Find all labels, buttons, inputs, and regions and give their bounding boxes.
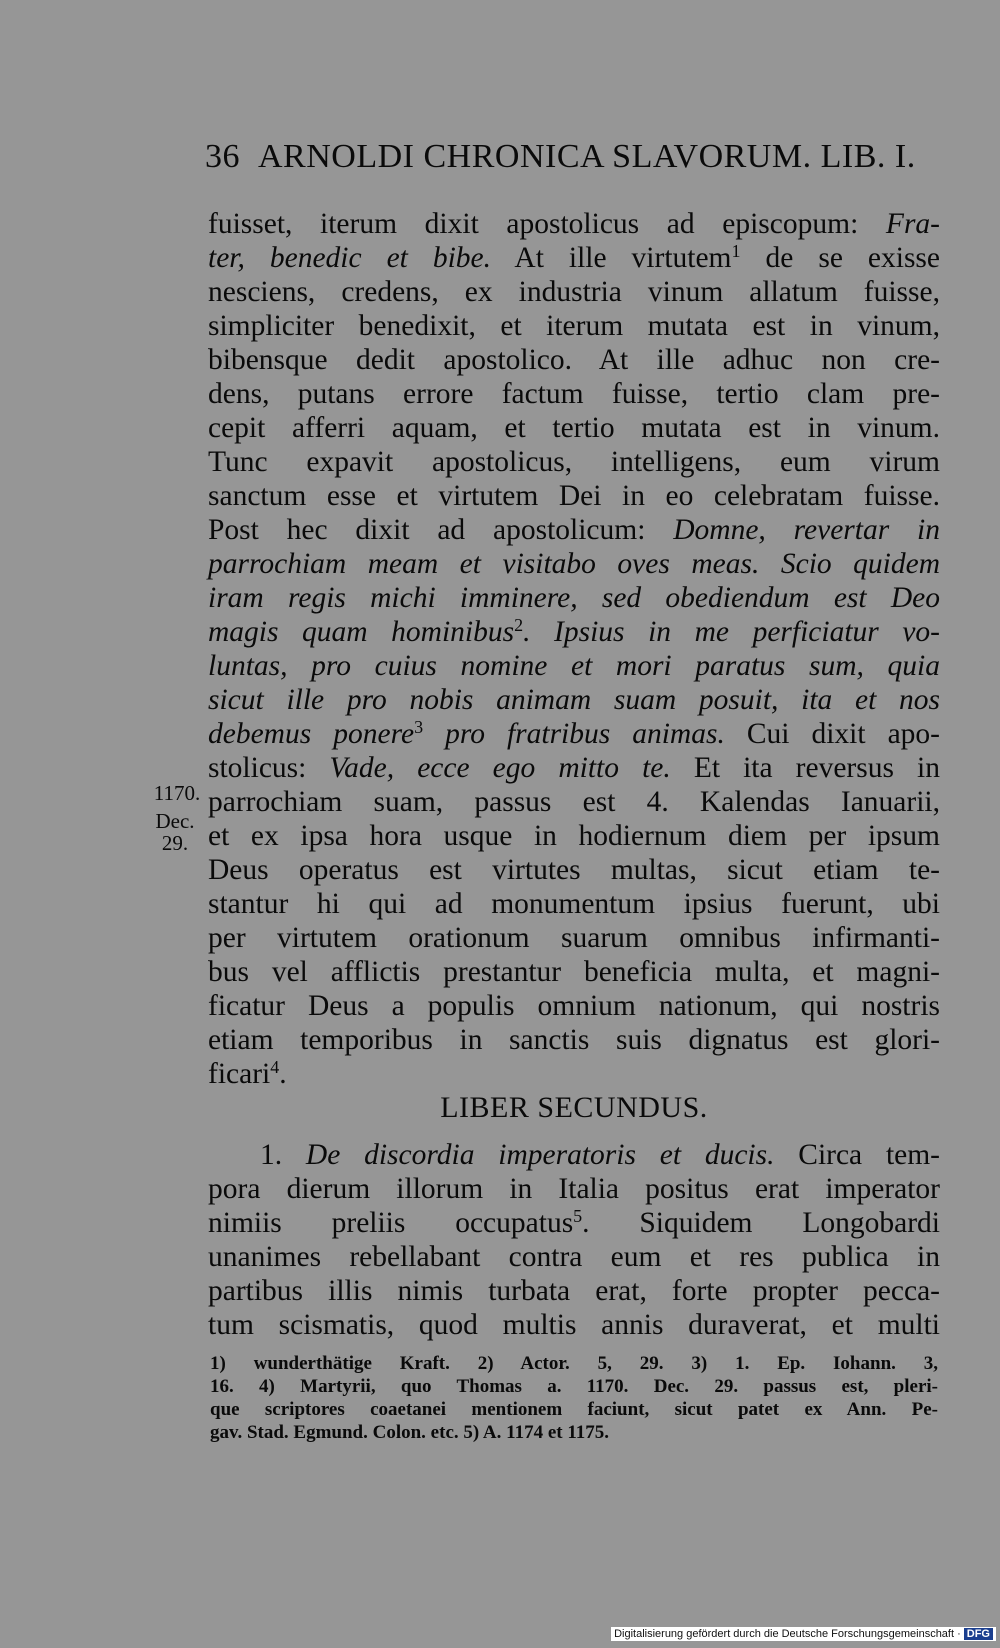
text-line: etiam temporibus in sanctis suis dignatus est glori- <box>208 1024 940 1056</box>
text-line: Deus operatus est virtutes multas, sicut etiam te- <box>208 854 940 886</box>
digitization-credit <box>611 1627 996 1641</box>
text-line: fuisset, iterum dixit apostolicus ad episcopum: Fra- <box>208 208 940 240</box>
footnote-line: 1) wunderthätige Kraft. 2) Actor. 5, 29. 3) 1. Ep. Iohann. 3, <box>210 1353 938 1374</box>
text-line: unanimes rebellabant contra eum et res publica in <box>208 1241 940 1273</box>
text-line: ter, benedic et bibe. At ille virtutem$^1$ de se exisse <box>208 241 940 274</box>
footnote-line: 16. 4) Martyrii, quo Thomas a. 1170. Dec. 29. passus est, pleri- <box>210 1376 938 1397</box>
footnote-ref: 1 <box>731 241 741 262</box>
footnote-ref: 5 <box>573 1206 583 1227</box>
text-line: ficari$^4$. <box>208 1057 287 1090</box>
text-line: partibus illis nimis turbata erat, forte propter pecca- <box>208 1275 940 1307</box>
text-line: stolicus: Vade, ecce ego mitto te. Et ita reversus in <box>208 752 940 784</box>
footnote-ref: 3 <box>414 717 424 738</box>
text-line: sicut ille pro nobis animam suam posuit, ita et nos <box>208 684 940 716</box>
text-line: sanctum esse et virtutem Dei in eo celebratam fuisse. <box>208 480 940 512</box>
footnote-ref: 4 <box>270 1057 280 1078</box>
text-line: et ex ipsa hora usque in hodiernum diem per ipsum <box>208 820 940 852</box>
text-line: cepit afferri aquam, et tertio mutata est in vinum. <box>208 412 940 444</box>
text-line: nimiis preliis occupatus$^5$. Siquidem Longobardi <box>208 1206 940 1239</box>
text-line: Tunc expavit apostolicus, intelligens, eum virum <box>208 446 940 478</box>
footnote-line: gav. Stad. Egmund. Colon. etc. 5) A. 1174 et 1175. <box>210 1422 610 1443</box>
footnote-line: que scriptores coaetanei mentionem faciunt, sicut patet ex Ann. Pe- <box>210 1399 938 1420</box>
dfg-logo: DFG <box>964 1628 993 1640</box>
footnote-ref: 2 <box>514 615 524 636</box>
page-number: 36 <box>205 138 240 175</box>
credit-text: Digitalisierung gefördert durch die Deutsche Forschungsgemeinschaft · <box>614 1628 961 1640</box>
text-line: parrochiam meam et visitabo oves meas. Scio quidem <box>208 548 940 580</box>
text-line: luntas, pro cuius nomine et mori paratus sum, quia <box>208 650 940 682</box>
text-line: nesciens, credens, ex industria vinum allatum fuisse, <box>208 276 940 308</box>
text-line: bibensque dedit apostolico. At ille adhuc non cre- <box>208 344 940 376</box>
text-line: bus vel afflictis prestantur beneficia multa, et magni- <box>208 956 940 988</box>
text-line: debemus ponere$^3$ pro fratribus animas. Cui dixit apo- <box>208 717 941 750</box>
running-title: ARNOLDI CHRONICA SLAVORUM. LIB. I. <box>258 138 916 175</box>
text-line: simpliciter benedixit, et iterum mutata est in vinum, <box>208 310 940 342</box>
text-line: stantur hi qui ad monumentum ipsius fuerunt, ubi <box>208 888 940 920</box>
text-line: 1. De discordia imperatoris et ducis. Circa tem- <box>260 1139 941 1171</box>
text-line: per virtutem orationum suarum omnibus infirmanti- <box>208 922 940 954</box>
text-line: magis quam hominibus$^2$. Ipsius in me perficiatur vo- <box>208 615 940 648</box>
text-line: pora dierum illorum in Italia positus erat imperator <box>208 1173 940 1205</box>
margin-note-year: 1170. <box>153 781 201 805</box>
section-title: LIBER SECUNDUS. <box>440 1091 708 1124</box>
text-line: tum scismatis, quod multis annis duraverat, et multi <box>208 1309 940 1341</box>
text-line: ficatur Deus a populis omnium nationum, qui nostris <box>208 990 940 1022</box>
footnotes <box>210 1352 938 1444</box>
text-line: dens, putans errore factum fuisse, tertio clam pre- <box>208 378 940 410</box>
text-line: iram regis michi imminere, sed obediendum est Deo <box>208 582 940 614</box>
running-header <box>205 138 916 176</box>
margin-note-date: Dec. 29. <box>155 809 195 855</box>
text-line: parrochiam suam, passus est 4. Kalendas Ianuarii, <box>208 786 940 818</box>
text-line: Post hec dixit ad apostolicum: Domne, revertar in <box>208 514 940 546</box>
